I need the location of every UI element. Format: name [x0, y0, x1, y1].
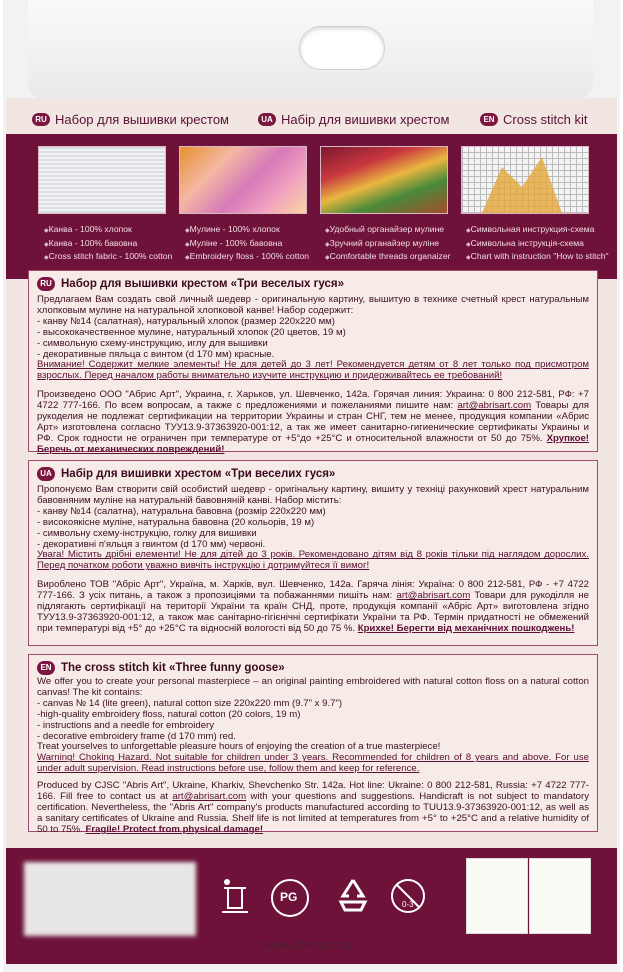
- header-ru: [32, 112, 229, 127]
- ru-item: - декоративные пяльца с винтом (d 170 мм) красные.: [37, 348, 275, 360]
- pg-cert-icon: [268, 876, 312, 925]
- ua-item: - декоративні п'яльця з гвинтом (d 170 мм) червоні.: [37, 538, 266, 550]
- en-treat: Treat yourselves to unforgettable pleasure hours of enjoying the creation of a true masterpiece!: [37, 741, 441, 753]
- en-producer: Produced by CJSC "Abris Art", Ukraine, Kharkiv, Shevchenko Str. 142a. Hot line: Ukraine: 0 800 212-581, Russia: +7 4722 777-166. Fill free to contact us at: [37, 780, 589, 803]
- en-body: [37, 677, 589, 836]
- ua-producer-block: [37, 580, 589, 635]
- ru-item: - высококачественное мулине, натуральный хлопок (20 цветов, 19 м): [37, 326, 346, 338]
- ru-item: - символьную схему-инструкцию, иглу для вышивки: [37, 337, 268, 349]
- ua-warning: Увага! Містить дрібні елементи! Не для дітей до 3 років. Рекомендовано дітям від 8 років тільки під наглядом дорослих. Перед початком роботи уважно вивчіть інструкцію і дотримуйтеся її вимог!: [37, 549, 589, 572]
- en-panel-title: [37, 661, 285, 675]
- feature-line: ◆ Символьная инструкция-схема: [466, 224, 609, 238]
- ua-email-link[interactable]: art@abrisart.com: [396, 590, 471, 602]
- feature-line: ◆ Зручний органайзер муліне: [325, 238, 450, 252]
- ua-flag: UA: [258, 113, 276, 126]
- barcode-blurred: [24, 862, 196, 936]
- feature-caption-chart: [466, 224, 609, 265]
- ru-item: - канву №14 (салатная), натуральный хлопок (размер 220х220 мм): [37, 315, 335, 327]
- feature-line: ◆ Удобный органайзер мулине: [325, 224, 450, 238]
- ru-email-link[interactable]: art@abrisart.com: [457, 400, 532, 412]
- header-ua-title: Набір для вишивки хрестом: [281, 112, 450, 127]
- ru-flag: RU: [32, 113, 50, 126]
- en-email-link[interactable]: art@abrisart.com: [172, 791, 247, 803]
- en-producer-block: [37, 781, 589, 836]
- header-ru-title: Набор для вышивки крестом: [55, 112, 229, 127]
- en-item: -high-quality embroidery floss, natural cotton (20 colors, 19 m): [37, 708, 301, 720]
- age-label: 0-3: [402, 900, 414, 909]
- ru-cert: Товары для рукоделия не подлежат сертификации на территории Украины и стран СНГ, тем не менее, продукция компании «Абрис Арт» изготовлена согласно ТУУ13.9-37363920-001:12, а так же имеет санитарно-гигиенические сертификаты Украины и РФ. Срок годности не ограничен при температуре от +5°до +25°С и относительной влажности от 50 до 75%.: [37, 400, 589, 444]
- header-en-title: Cross stitch kit: [503, 112, 588, 127]
- en-intro: We offer you to create your personal masterpiece – an original painting embroidered with natural cotton floss on a natural cotton canvas! The kit contains:: [37, 676, 589, 698]
- chart-photo: [461, 146, 589, 214]
- hanger-strip: [28, 0, 593, 100]
- ua-fragile: Крихке! Берегти від механічних пошкоджень!: [357, 622, 575, 634]
- en-item: - decorative embroidery frame (d 170 mm) red.: [37, 730, 236, 742]
- ua-item: - символьну схему-інструкцію, голку для вишивки: [37, 527, 257, 539]
- ru-title: Набор для вышивки крестом «Три веселых гуся»: [61, 278, 345, 290]
- feature-line: ◆ Муліне - 100% бавовна: [185, 238, 309, 252]
- feature-line: ◆ Comfortable threads organaizer: [325, 251, 450, 265]
- feature-line: ◆ Канва - 100% бавовна: [44, 238, 172, 252]
- certificate-document-2: [529, 858, 591, 934]
- certificate-document-1: [466, 858, 528, 934]
- feature-line: ◆ Embroidery floss - 100% cotton: [185, 251, 309, 265]
- hanger-hole: [299, 26, 385, 70]
- feature-line: ◆ Cross stitch fabric - 100% cotton: [44, 251, 172, 265]
- ua-producer: Виробленo ТОВ "Абріс Арт", Україна, м. Харків, вул. Шевченко, 142а. Гаряча лінія: Україна: 0 800 212-581, РФ - +7 4722 777-166. З усіх питань, а також з пропозиціями та побажаннями пишіть нам:: [37, 579, 589, 602]
- pg-label: PG: [280, 890, 298, 904]
- en-flag: EN: [37, 661, 55, 675]
- canvas-photo: [38, 146, 166, 214]
- ua-title: Набір для вишивки хрестом «Три веселих гуся»: [61, 468, 336, 480]
- age-warning-icon: [388, 876, 428, 921]
- goose-chart-icon: [462, 147, 588, 213]
- ru-fragile: Хрупкое! Беречь от механических повреждений!: [37, 432, 589, 455]
- ru-panel: [28, 270, 598, 455]
- feature-line: ◆ Символьна інструкція-схема: [466, 238, 609, 252]
- ru-warning: Внимание! Содержит мелкие элементы! Не для детей до 3 лет! Рекомендуется детям от 8 лет только под присмотром взрослых. Перед началом работы внимательно изучите инструкцию и придерживайтесь ее требований!: [37, 359, 589, 382]
- ru-panel-title: [37, 277, 344, 291]
- kit-header: [22, 108, 602, 136]
- ua-intro: Пропонуємо Вам створити свій особистий шедевр - оригінальну картину, вишиту у техніці рахунковий хрест натуральним бавовняним муліне на натуральній бавовняній канві. Набор містить:: [37, 484, 589, 506]
- ru-producer: Произведено ООО "Абрис Арт", Украина, г. Харьков, ул. Шевченко, 142а. Горячая линия: Украина: 0 800 212-581, РФ: +7 4722 777-166. По всем вопросам, а также с предложениями и пожеланиями пишите нам:: [37, 389, 589, 412]
- en-fragile: Fragile! Protect from physical damage!: [85, 823, 264, 835]
- en-title: The cross stitch kit «Three funny goose»: [61, 662, 285, 674]
- ua-item: - високоякісне муліне, натуральна бавовна (20 кольорів, 19 м): [37, 516, 315, 528]
- ua-panel: [28, 460, 598, 646]
- floss-photo: [179, 146, 307, 214]
- recycle-bin-icon: [218, 876, 252, 923]
- feature-caption-canvas: [44, 224, 172, 265]
- en-item: - canvas № 14 (lite green), natural cotton size 220x220 mm (9.7" x 9.7"): [37, 697, 343, 709]
- en-flag: EN: [480, 113, 498, 126]
- ua-flag: UA: [37, 467, 55, 481]
- feature-line: ◆ Chart with instruction "How to stitch": [466, 251, 609, 265]
- ua-cert: Товари для рукоділля не підлягають сертифікації на території України та країн СНД, проте, продукція компанії «Абріс Арт» виготовлена згідно ТУУ13.9-37363920-001:12, а також має санітарно-гігієнічні сертифікати України та РФ. Термін придатності не обмежений при температурі від +5° до +25°С та відносній вологості від 50 до 75 %.: [37, 590, 589, 634]
- ua-item: - канву №14 (салатна), натуральна бавовна (розмір 220х220 мм): [37, 505, 326, 517]
- en-panel: [28, 654, 598, 835]
- ru-intro: Предлагаем Вам создать свой личный шедевр - оригинальную картину, вышитую в технике счетный крест натуральным хлопковым мулине на натуральной хлопковой канве! Набор содержит:: [37, 294, 589, 316]
- en-item: - instructions and a needle for embroidery: [37, 719, 215, 731]
- ua-body: [37, 485, 589, 635]
- feature-line: ◆ Мулине - 100% хлопок: [185, 224, 309, 238]
- header-en: [480, 112, 588, 127]
- feature-caption-floss: [185, 224, 309, 265]
- ru-body: [37, 295, 589, 456]
- en-warning: Warning! Choking Hazard. Not suitable for children under 3 years. Recommended for children of 8 years and above. For use under adult supervision. Read instructions before use, follow them and keep for reference.: [37, 752, 589, 775]
- ru-producer-block: [37, 390, 589, 455]
- ru-flag: RU: [37, 277, 55, 291]
- recycle-icon: [333, 876, 373, 921]
- feature-caption-organizer: [325, 224, 450, 265]
- header-ua: [258, 112, 449, 127]
- website-url[interactable]: www.abrisart.com: [264, 938, 359, 952]
- feature-photos: [0, 146, 611, 268]
- organizer-photo: [320, 146, 448, 214]
- en-cert: with your questions and suggestions. Handicraft is not subject to mandatory certification. Nevertheless, the "Abris Art" company's products manufactured according to TUU13.9-37363920-001:12, as well as a sanitary certificates of Ukraine and Russia. Shelf life is not limited at temperatures from +5° to +25°С and a relative humidity of 50 to 75%.: [37, 791, 589, 835]
- feature-line: ◆ Канва - 100% хлопок: [44, 224, 172, 238]
- ua-panel-title: [37, 467, 335, 481]
